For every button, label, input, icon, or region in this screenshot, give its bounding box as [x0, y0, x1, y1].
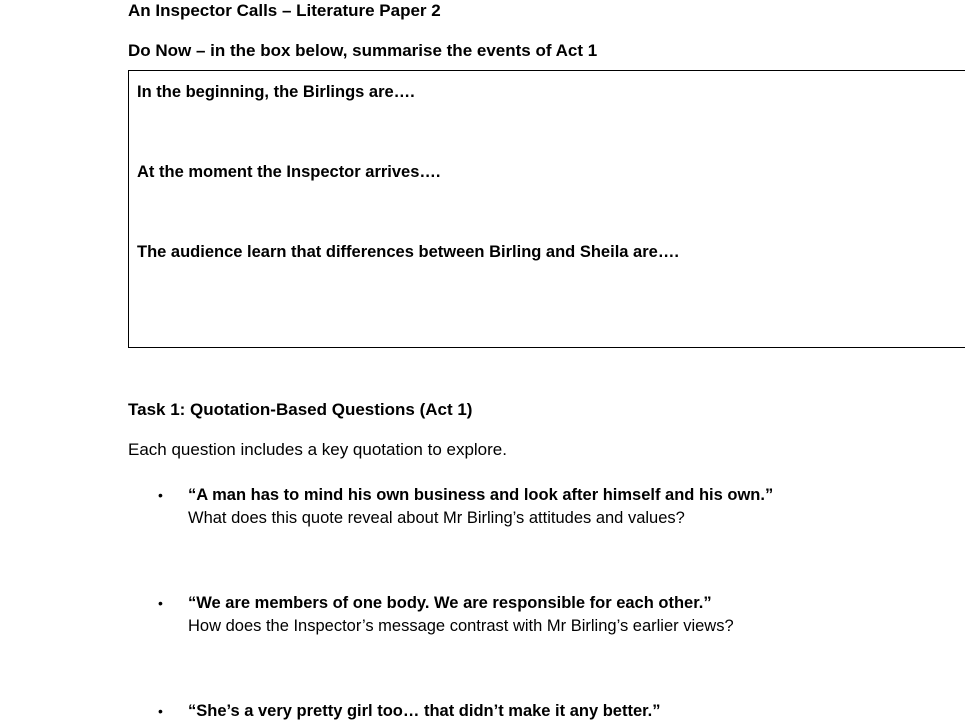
summary-prompt-beginning: In the beginning, the Birlings are…. — [137, 83, 415, 101]
summary-box[interactable] — [128, 70, 965, 348]
do-now-instruction: Do Now – in the box below, summarise the events of Act 1 — [128, 41, 598, 60]
bullet-icon: • — [158, 703, 163, 719]
question-text: What does this quote reveal about Mr Birling’s attitudes and values? — [188, 509, 685, 527]
summary-prompt-differences: The audience learn that differences between Birling and Sheila are…. — [137, 243, 679, 261]
question-text: How does the Inspector’s message contrast with Mr Birling’s earlier views? — [188, 617, 734, 635]
summary-prompt-inspector-arrives: At the moment the Inspector arrives…. — [137, 163, 441, 181]
task1-intro: Each question includes a key quotation to explore. — [128, 440, 507, 459]
bullet-icon: • — [158, 595, 163, 611]
quotation: “We are members of one body. We are responsible for each other.” — [188, 594, 712, 612]
document-title: An Inspector Calls – Literature Paper 2 — [128, 1, 441, 20]
quotation: “A man has to mind his own business and look after himself and his own.” — [188, 486, 774, 504]
bullet-icon: • — [158, 487, 163, 503]
task1-heading: Task 1: Quotation-Based Questions (Act 1) — [128, 400, 473, 419]
quotation: “She’s a very pretty girl too… that didn’t make it any better.” — [188, 702, 661, 720]
